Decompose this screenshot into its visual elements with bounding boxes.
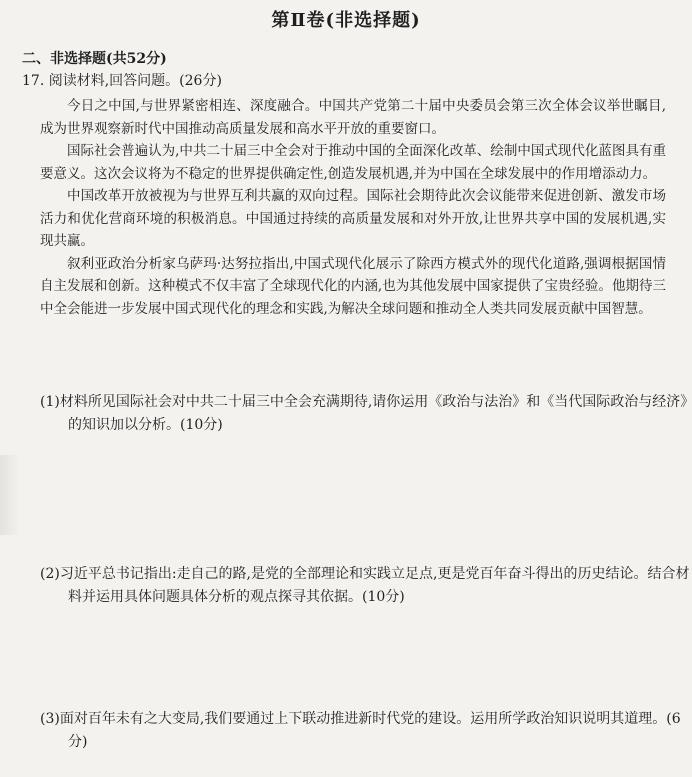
material-paragraph-3: 中国改革开放被视为与世界互利共赢的双向过程。国际社会期待此次会议能带来促进创新、激发市场活力和优化营商环境的积极消息。中国通过持续的高质量发展和对外开放,让世界共享中国的发展机遇,实现共赢。 xyxy=(40,188,666,249)
sub-question-2-number: (2) xyxy=(40,566,60,582)
question-prompt: 阅读材料,回答问题。(26分) xyxy=(48,73,222,89)
question-header xyxy=(22,70,222,90)
answer-area-2[interactable] xyxy=(22,612,672,702)
sub-question-2-text: 习近平总书记指出:走自己的路,是党的全部理论和实践立足点,更是党百年奋斗得出的历史结论。结合材料并运用具体问题具体分析的观点探寻其依据。(10分) xyxy=(59,566,690,605)
section-heading: 二、非选择题(共52分) xyxy=(22,51,167,67)
section-title: 第Ⅱ卷(非选择题) xyxy=(271,10,421,31)
answer-area-1[interactable] xyxy=(22,440,672,555)
sub-question-1-text: 材料所见国际社会对中共二十届三中全会充满期待,请你运用《政治与法治》和《当代国际政治与经济》的知识加以分析。(10分) xyxy=(59,394,688,433)
scan-smudge xyxy=(0,455,20,535)
material-paragraph-1: 今日之中国,与世界紧密相连、深度融合。中国共产党第二十届中央委员会第三次全体会议举世瞩目,成为世界观察新时代中国推动高质量发展和高水平开放的重要窗口。 xyxy=(40,98,666,137)
sub-question-2 xyxy=(40,563,692,608)
sub-question-3 xyxy=(40,708,692,753)
reading-material xyxy=(40,95,666,320)
material-paragraph-2: 国际社会普遍认为,中共二十届三中全会对于推动中国的全面深化改革、绘制中国式现代化蓝图具有重要意义。这次会议将为不稳定的世界提供确定性,创造发展机遇,并为中国在全球发展中的作用增添动力。 xyxy=(40,143,666,182)
sub-question-1 xyxy=(40,391,692,436)
sub-question-1-number: (1) xyxy=(40,394,60,410)
question-number: 17. xyxy=(22,73,45,89)
sub-question-3-number: (3) xyxy=(40,711,60,727)
sub-question-3-text: 面对百年未有之大变局,我们要通过上下联动推进新时代党的建设。运用所学政治知识说明其道理。(6分) xyxy=(59,711,681,750)
material-paragraph-4: 叙利亚政治分析家乌萨玛·达努拉指出,中国式现代化展示了除西方模式外的现代化道路,强调根据国情自主发展和创新。这种模式不仅丰富了全球现代化的内涵,也为其他发展中国家提供了宝贵经验。他期待三中全会能进一步发展中国式现代化的理念和实践,为解决全球问题和推动全人类共同发展贡献中国智慧。 xyxy=(40,255,666,317)
